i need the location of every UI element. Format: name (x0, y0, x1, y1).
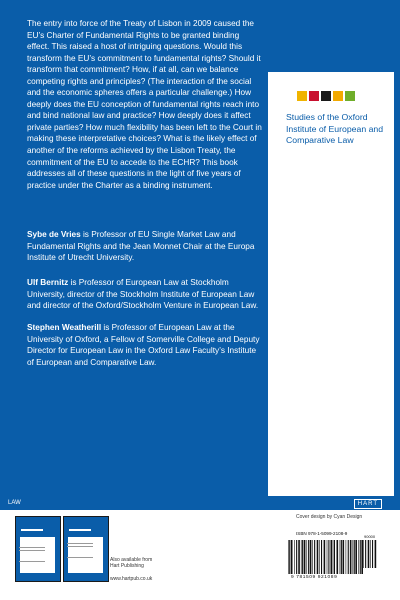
barcode-bar (355, 540, 357, 574)
author-bio-text-3: is Professor of European Law at the University of Oxford, a Fellow of Somerville College and Deputy Director for European Law in the Oxford Law Faculty’s Institute of European and Comparative Law. (27, 323, 260, 367)
also-available-text (110, 557, 152, 582)
swatch-yellow (297, 91, 307, 101)
isbn-label: ISBN 978-1-5099-2108-9 (296, 531, 348, 536)
barcode-bar (319, 540, 320, 574)
author-bio-2 (27, 277, 263, 312)
barcode-bar (360, 540, 361, 574)
book-author-line (19, 561, 45, 562)
book-cover-panel (20, 537, 55, 573)
barcode-bar (346, 540, 347, 574)
barcode-bar (289, 540, 290, 574)
barcode-bar (370, 540, 371, 568)
book-title-line (19, 547, 45, 548)
barcode-bar (296, 540, 297, 574)
book-cover-stripe (69, 529, 91, 531)
swatch-gold (333, 91, 343, 101)
footer-bar (0, 496, 400, 510)
barcode-bar (340, 540, 341, 574)
author-bio-3 (27, 322, 263, 368)
barcode-number: 9 781509 921089 (291, 575, 338, 580)
barcode-bar (334, 540, 335, 574)
book-cover-stripe (21, 529, 43, 531)
swatch-black (321, 91, 331, 101)
barcode-bar (302, 540, 303, 574)
barcode-bar (294, 540, 295, 574)
barcode-bar (328, 540, 329, 574)
publisher-website: www.hartpub.co.uk (110, 575, 153, 582)
barcode-bar (321, 540, 322, 574)
barcode-bar (317, 540, 319, 574)
barcode-bar (368, 540, 370, 568)
barcode-bar (333, 540, 334, 574)
back-cover-footer (0, 496, 400, 600)
barcode-bar (301, 540, 302, 574)
barcode-bar (343, 540, 345, 574)
isbn-barcode (288, 540, 372, 574)
publisher-logo: HART (354, 499, 382, 509)
barcode-bar (314, 540, 315, 574)
barcode-bar (306, 540, 307, 574)
barcode-bar (348, 540, 349, 574)
barcode-bar (298, 540, 300, 574)
author-bio-1 (27, 229, 263, 264)
barcode-bar (341, 540, 342, 574)
barcode-addon-number: 90000 (364, 534, 376, 539)
barcode-bar (353, 540, 354, 574)
barcode-bar (350, 540, 352, 574)
barcode-bar (324, 540, 326, 574)
barcode-bar (354, 540, 355, 574)
barcode-bar (327, 540, 328, 574)
cover-design-credit: Cover design by Cyan Design (296, 514, 363, 520)
book-title-line (19, 550, 45, 551)
book-blurb: The entry into force of the Treaty of Lisbon in 2009 caused the EU’s Charter of Fundamental Rights to be granted binding effect. This raised a host of intriguing questions. Would this transform the EU’s commitment to fundamental rights? Should it transform that commitment? How, if at all, can we balance competing rights and principles? (The interaction of the social and the economic spheres offers a particular challenge.) How deeply does the EU conception of fundamental rights reach into and bind national law and practice? How deeply does it affect private parties? How much flexibility has been left to the Court in making these interpretative choices? What is the likely effect of another of the reforms achieved by the Lisbon Treaty, the commitment of the EU to accede to the ECHR? This book addresses all of these questions in the light of five years of practice under the Charter as a binding instrument. (27, 19, 262, 190)
series-title: Studies of the Oxford Institute of European and Comparative Law (286, 112, 384, 145)
barcode-bar (304, 540, 306, 574)
barcode-bar (337, 540, 339, 574)
category-label: LAW (8, 500, 21, 506)
barcode-bar (312, 540, 313, 574)
also-available-line-2: Hart Publishing (110, 563, 144, 570)
barcode-bar (308, 540, 309, 574)
swatch-red (309, 91, 319, 101)
author-name-3: Stephen Weatherill (27, 323, 102, 332)
barcode-bar (372, 540, 373, 568)
also-available-book-1 (15, 516, 61, 582)
author-bio-text-1: is Professor of EU Single Market Law and Fundamental Rights and the Jean Monnet Chair at the Europa Institute of Utrecht University. (27, 230, 255, 263)
book-title-line (67, 546, 93, 547)
barcode-bar (291, 540, 293, 574)
barcode-addon (363, 540, 377, 568)
book-author-line (67, 557, 93, 558)
also-available-book-2 (63, 516, 109, 582)
barcode-bar (365, 540, 366, 568)
series-accent-bar (394, 88, 400, 100)
barcode-bar (331, 540, 333, 574)
also-available-line-1: Also available from (110, 557, 153, 563)
barcode-bar (358, 540, 359, 574)
author-name-1: Sybe de Vries (27, 230, 81, 239)
barcode-bar (375, 540, 377, 568)
barcode-bar (310, 540, 312, 574)
barcode-bar (288, 540, 289, 574)
series-color-swatches (297, 91, 357, 101)
author-bio-text-2: is Professor of European Law at Stockholm University, director of the Stockholm Institute of European Law and director of the Oxford/Stockholm Venture in European Law. (27, 278, 259, 311)
book-title-line (67, 543, 93, 544)
barcode-bar (363, 540, 364, 568)
author-name-2: Ulf Bernitz (27, 278, 69, 287)
swatch-green (345, 91, 355, 101)
